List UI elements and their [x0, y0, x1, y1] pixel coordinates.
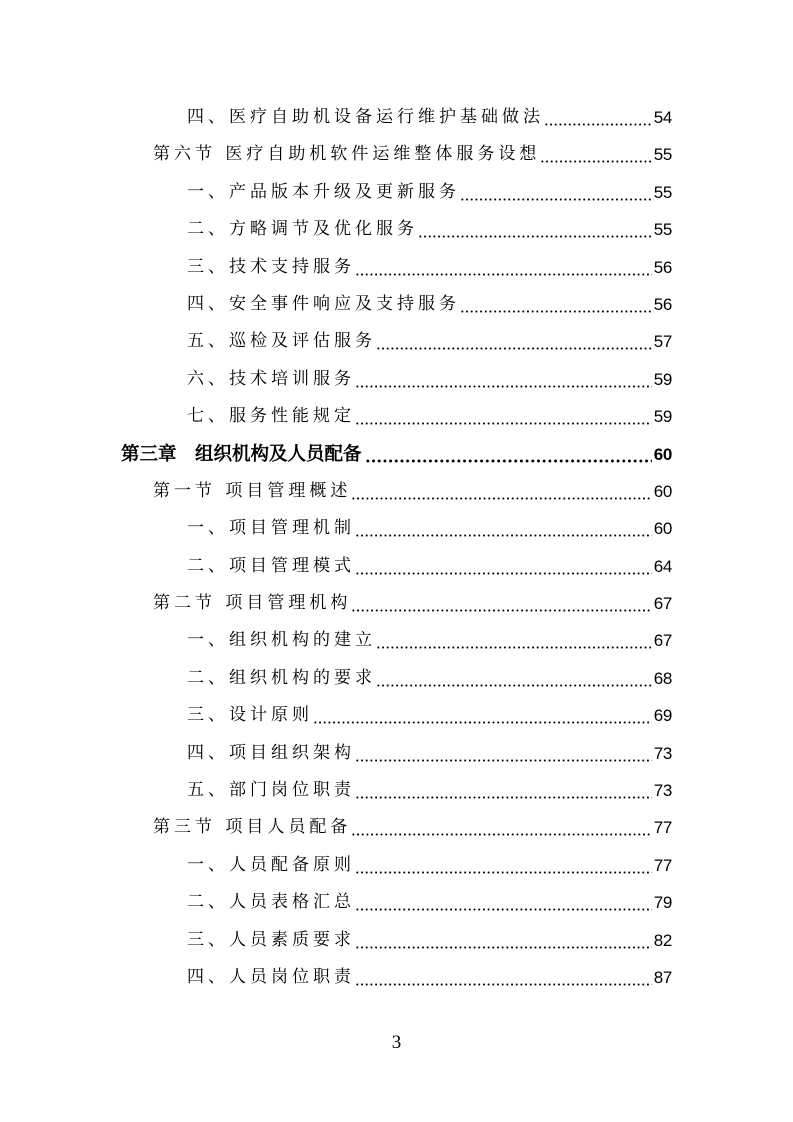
dot-leader: [544, 99, 652, 136]
dot-leader: [376, 323, 652, 360]
dot-leader: [460, 286, 652, 323]
toc-section-entry[interactable]: [0, 136, 793, 173]
toc-entry[interactable]: [0, 622, 793, 659]
toc-entry[interactable]: [0, 735, 793, 772]
toc-entry-title: 四、人员岗位职责: [187, 966, 355, 987]
toc-entry-page-number: 57: [653, 332, 672, 352]
toc-entry-title: 二、项目管理模式: [187, 555, 355, 576]
dot-leader: [355, 548, 652, 585]
toc-entry-page-number: 60: [653, 444, 672, 464]
toc-entry[interactable]: [0, 847, 793, 884]
dot-leader: [313, 697, 652, 734]
toc-entry-page-number: 73: [653, 743, 672, 763]
toc-entry-title: 七、服务性能规定: [187, 406, 355, 427]
toc-entry[interactable]: [0, 361, 793, 398]
toc-entry-title: 一、项目管理机制: [187, 518, 355, 539]
dot-leader: [355, 959, 652, 996]
toc-entry-page-number: 77: [653, 818, 672, 838]
toc-entry-page-number: 55: [653, 145, 672, 165]
dot-leader: [351, 473, 651, 510]
toc-entry-title: 六、技术培训服务: [187, 368, 355, 389]
toc-entry-title: 一、人员配备原则: [187, 854, 355, 875]
toc-chapter-title: 第三章 组织机构及人员配备: [121, 443, 362, 465]
dot-leader: [540, 136, 651, 173]
toc-entry-page-number: 55: [653, 182, 672, 202]
toc-entry[interactable]: [0, 959, 793, 996]
toc-section-entry[interactable]: [0, 585, 793, 622]
toc-entry-title: 三、设计原则: [187, 705, 313, 726]
toc-entry[interactable]: [0, 249, 793, 286]
toc-entry-page-number: 60: [653, 481, 672, 501]
toc-section-entry[interactable]: [0, 809, 793, 846]
toc-entry[interactable]: [0, 884, 793, 921]
toc-entry-page-number: 68: [653, 668, 672, 688]
dot-leader: [355, 398, 652, 435]
toc-entry-title: 第三节 项目人员配备: [153, 817, 352, 838]
toc-entry-page-number: 55: [653, 220, 672, 240]
toc-entry-page-number: 67: [653, 631, 672, 651]
toc-section-entry[interactable]: [0, 473, 793, 510]
toc-entry-title: 第六节 医疗自助机软件运维整体服务设想: [153, 144, 541, 165]
toc-entry-page-number: 77: [653, 855, 672, 875]
toc-entry[interactable]: [0, 398, 793, 435]
toc-entry-page-number: 64: [653, 556, 672, 576]
dot-leader: [365, 436, 651, 473]
dot-leader: [355, 510, 652, 547]
toc-entry-title: 四、项目组织架构: [187, 742, 355, 763]
dot-leader: [418, 211, 652, 248]
page-number-footer: 3: [391, 1032, 402, 1053]
toc-entry-page-number: 67: [653, 594, 672, 614]
dot-leader: [355, 847, 652, 884]
dot-leader: [355, 884, 652, 921]
toc-entry-title: 二、组织机构的要求: [187, 667, 376, 688]
dot-leader: [355, 361, 652, 398]
toc-entry-title: 第二节 项目管理机构: [153, 593, 352, 614]
toc-entry[interactable]: [0, 922, 793, 959]
toc-entry[interactable]: [0, 548, 793, 585]
toc-entry-page-number: 79: [653, 893, 672, 913]
toc-entry[interactable]: [0, 510, 793, 547]
toc-entry-title: 一、产品版本升级及更新服务: [187, 181, 460, 202]
toc-entry-page-number: 59: [653, 369, 672, 389]
toc-entry-title: 三、人员素质要求: [187, 929, 355, 950]
toc-entry[interactable]: [0, 211, 793, 248]
toc-entry-title: 五、部门岗位职责: [187, 780, 355, 801]
dot-leader: [351, 585, 651, 622]
toc-entry-page-number: 56: [653, 294, 672, 314]
dot-leader: [376, 660, 652, 697]
toc-entry[interactable]: [0, 286, 793, 323]
toc-entry[interactable]: [0, 174, 793, 211]
dot-leader: [376, 622, 652, 659]
toc-entry-page-number: 87: [653, 967, 672, 987]
dot-leader: [351, 809, 651, 846]
toc-entry-page-number: 73: [653, 781, 672, 801]
toc-chapter-entry[interactable]: [0, 436, 793, 473]
dot-leader: [355, 922, 652, 959]
dot-leader: [355, 772, 652, 809]
toc-entry-page-number: 69: [653, 706, 672, 726]
toc-entry-title: 三、技术支持服务: [187, 256, 355, 277]
toc-entry-page-number: 56: [653, 257, 672, 277]
toc-entry-title: 二、方略调节及优化服务: [187, 219, 418, 240]
toc-entry[interactable]: [0, 697, 793, 734]
toc-entry[interactable]: [0, 99, 793, 136]
toc-entry-title: 五、巡检及评估服务: [187, 331, 376, 352]
toc-entry-page-number: 54: [653, 108, 672, 127]
dot-leader: [355, 735, 652, 772]
toc-entry-page-number: 60: [653, 519, 672, 539]
dot-leader: [460, 174, 652, 211]
toc-entry-title: 二、人员表格汇总: [187, 892, 355, 913]
toc-entry-title: 第一节 项目管理概述: [153, 480, 352, 501]
toc-entry-page-number: 82: [653, 930, 672, 950]
table-of-contents: [0, 99, 793, 996]
toc-entry[interactable]: [0, 772, 793, 809]
toc-entry-page-number: 59: [653, 407, 672, 427]
toc-entry[interactable]: [0, 323, 793, 360]
dot-leader: [355, 249, 652, 286]
toc-entry[interactable]: [0, 660, 793, 697]
toc-entry-title: 一、组织机构的建立: [187, 630, 376, 651]
toc-entry-title: 四、医疗自助机设备运行维护基础做法: [187, 107, 544, 127]
toc-entry-title: 四、安全事件响应及支持服务: [187, 293, 460, 314]
